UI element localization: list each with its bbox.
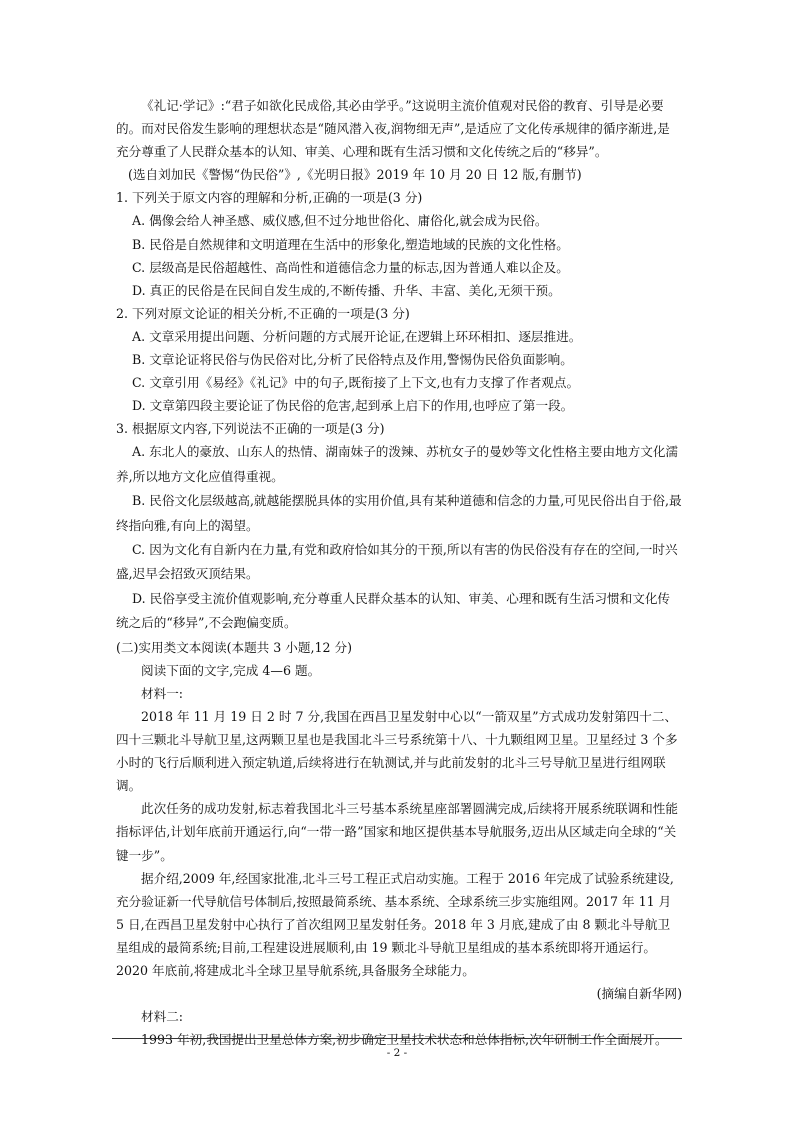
page-number: - 2 - xyxy=(386,1047,408,1059)
question-3-stem: 3. 根据原文内容,下列说法不正确的一项是(3 分) xyxy=(116,421,385,437)
footer-divider xyxy=(112,1038,682,1039)
question-2-option-c: C. 文章引用《易经》《礼记》中的句子,既衔接了上下文,也有力支撑了作者观点。 xyxy=(132,375,580,391)
question-1-option-c: C. 层级高是民俗超越性、高尚性和道德信念力量的标志,因为普通人难以企及。 xyxy=(132,259,569,275)
material-1-label: 材料一: xyxy=(141,685,184,701)
question-2-option-a: A. 文章采用提出问题、分析问题的方式展开论证,在逻辑上环环相扣、逐层推进。 xyxy=(132,328,582,344)
question-3-option-d: D. 民俗享受主流价值观影响,充分尊重人民群众基本的认知、审美、心理和既有生活习惯和文化传统之后的“移异”,不会跑偏变质。 xyxy=(116,590,671,631)
material-2-paragraph-1: 1993 年初,我国提出卫星总体方案,初步确定卫星技术状态和总体指标,次年研制工作全面展开。 xyxy=(141,1032,668,1048)
question-2-stem: 2. 下列对原文论证的相关分析,不正确的一项是(3 分) xyxy=(116,305,410,321)
material-1-paragraph-2: 此次任务的成功发射,标志着我国北斗三号基本系统星座部署圆满完成,后续将开展系统联调和性能指标评估,计划年底前开通运行,向“一带一路”国家和地区提供基本导航服务,迈出从区域走向全球的“关键一步”。 xyxy=(116,801,678,863)
material-1-paragraph-1: 2018 年 11 月 19 日 2 时 7 分,我国在西昌卫星发射中心以“一箭双星”方式成功发射第四十二、四十三颗北斗导航卫星,这两颗卫星也是我国北斗三号系统第十八、十九颗组网卫星。卫星经过 3 个多小时的飞行后顺利进入预定轨道,后续将进行在轨测试,并与此前发射的北斗三号导航卫星进行组网联调。 xyxy=(116,708,678,794)
section-2-heading: (二)实用类文本阅读(本题共 3 小题,12 分) xyxy=(116,639,353,655)
question-3-option-b: B. 民俗文化层级越高,就越能摆脱具体的实用价值,具有某种道德和信念的力量,可见民俗出自于俗,最终指向雅,有向上的渴望。 xyxy=(116,493,682,533)
material-1-source: (摘编自新华网) xyxy=(596,986,682,1002)
question-1-option-d: D. 真正的民俗是在民间自发生成的,不断传播、升华、丰富、美化,无须干预。 xyxy=(132,282,561,298)
section-2-instruction: 阅读下面的文字,完成 4—6 题。 xyxy=(141,662,321,678)
question-1-option-b: B. 民俗是自然规律和文明道理在生活中的形象化,塑造地域的民族的文化性格。 xyxy=(132,236,569,252)
question-2-option-d: D. 文章第四段主要论证了伪民俗的危害,起到承上启下的作用,也呼应了第一段。 xyxy=(132,398,574,414)
question-3-option-c: C. 因为文化有自新内在力量,有党和政府恰如其分的干预,所以有害的伪民俗没有存在的空间,一时兴盛,迟早会招致灭顶结果。 xyxy=(116,542,678,582)
paragraph-liji: 《礼记·学记》:“君子如欲化民成俗,其必由学乎。”这说明主流价值观对民俗的教育、引导是必要的。而对民俗发生影响的理想状态是“随风潜入夜,润物细无声”,是适应了文化传承规律的循序渐进,是充分尊重了人民群众基本的认知、审美、心理和既有生活习惯和文化传统之后的“移异”。 xyxy=(116,98,670,160)
source-citation: (选自刘加民《警惕“伪民俗”》,《光明日报》2019 年 10 月 20 日 12 版,有删节) xyxy=(128,167,582,183)
question-2-option-b: B. 文章论证将民俗与伪民俗对比,分析了民俗特点及作用,警惕伪民俗负面影响。 xyxy=(132,352,573,368)
material-2-label: 材料二: xyxy=(141,1009,184,1025)
page-content xyxy=(116,94,682,1051)
question-1-stem: 1. 下列关于原文内容的理解和分析,正确的一项是(3 分) xyxy=(116,190,423,206)
question-1-option-a: A. 偶像会给人神圣感、威仪感,但不过分地世俗化、庸俗化,就会成为民俗。 xyxy=(132,213,548,229)
material-1-paragraph-3: 据介绍,2009 年,经国家批准,北斗三号工程正式启动实施。工程于 2016 年完成了试验系统建设,充分验证新一代导航信号体制后,按照最简系统、基本系统、全球系统三步实施组网。2017 年 11 月 5 日,在西昌卫星发射中心执行了首次组网卫星发射任务。2018 年 3 月底,建成了由 8 颗北斗导航卫星组成的最简系统;目前,工程建设进展顺利,由 19 颗北斗导航卫星组成的基本系统即将开通运行。2020 年底前,将建成北斗全球卫星导航系统,具备服务全球能力。 xyxy=(116,870,674,978)
question-3-option-a: A. 东北人的豪放、山东人的热情、湖南妹子的泼辣、苏杭女子的曼妙等文化性格主要由地方文化濡养,所以地方文化应值得重视。 xyxy=(116,444,679,484)
